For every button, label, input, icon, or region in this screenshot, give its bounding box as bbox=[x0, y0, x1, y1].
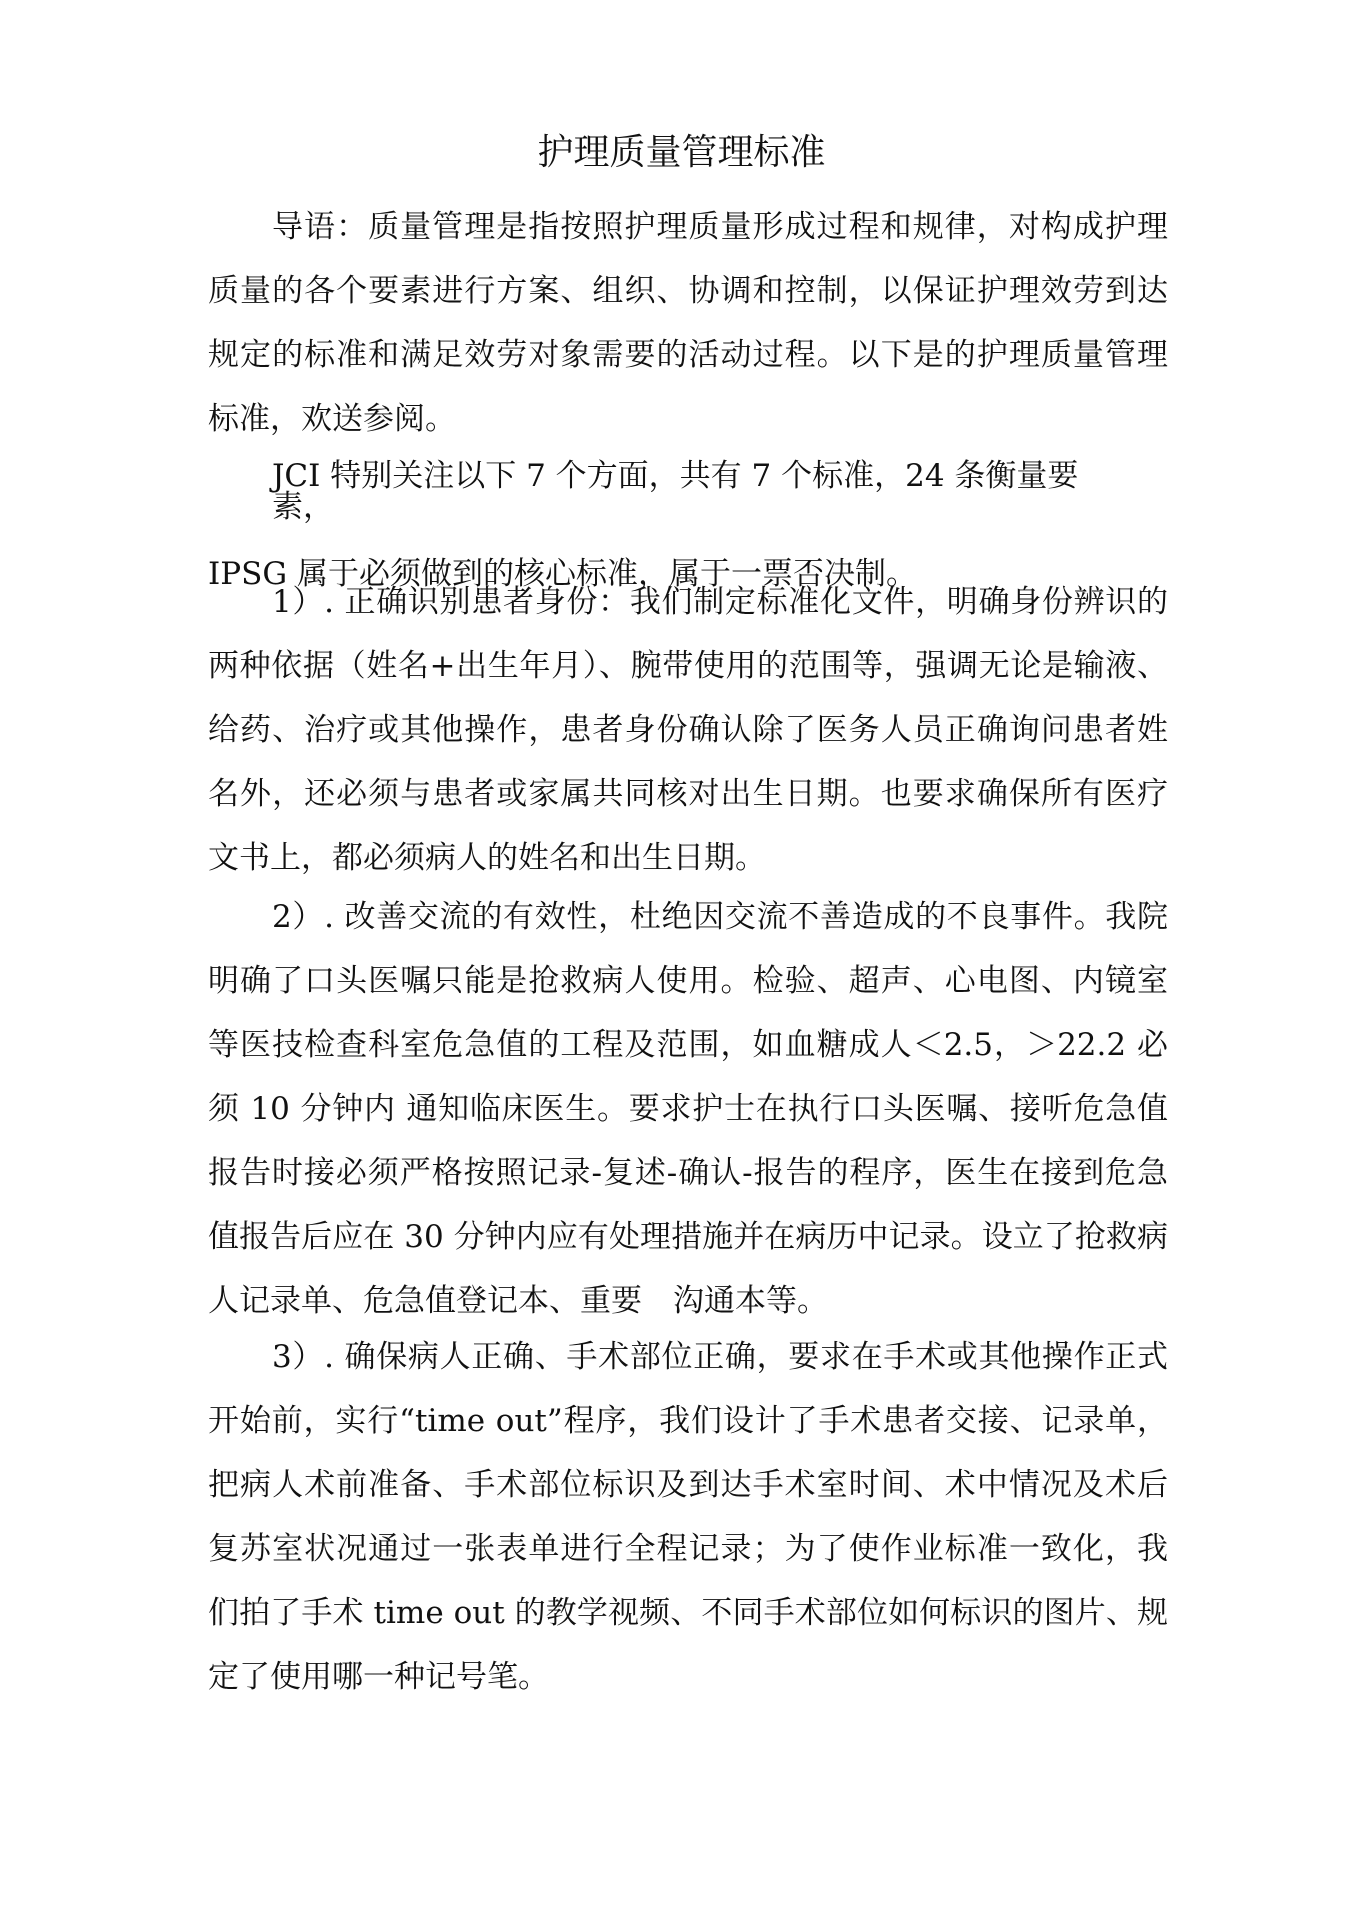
jci-line-1: JCI 特别关注以下 7 个方面，共有 7 个标准，24 条衡量要 bbox=[272, 458, 1079, 494]
item-3-paragraph: 3）. 确保病人正确、手术部位正确，要求在手术或其他操作正式开始前，实行“time out”程序，我们设计了手术患者交接、记录单，把病人术前准备、手术部位标识及到达手术室时间、术中情况及术后复苏室状况通过一张表单进行全程记录；为了使作业标准一致化，我们拍了手术 time out 的教学视频、不同手术部位如何标识的图片、规定了使用哪一种记号笔。 bbox=[208, 1339, 1168, 1695]
intro-paragraph: 导语：质量管理是指按照护理质量形成过程和规律，对构成护理质量的各个要素进行方案、组织、协调和控制，以保证护理效劳到达规定的标准和满足效劳对象需要的活动过程。以下是的护理质量管理标准，欢送参阅。 bbox=[208, 209, 1168, 437]
document-title: 护理质量管理标准 bbox=[537, 132, 826, 173]
ipsg-line: IPSG 属于必须做到的核心标准，属于一票否决制。 bbox=[208, 556, 917, 592]
jci-line-2: 素， bbox=[272, 489, 334, 525]
item-2-paragraph: 2）. 改善交流的有效性，杜绝因交流不善造成的不良事件。我院明确了口头医嘱只能是抢救病人使用。检验、超声、心电图、内镜室等医技检查科室危急值的工程及范围，如血糖成人＜2.5，＞22.2 必须 10 分钟内 通知临床医生。要求护士在执行口头医嘱、接听危急值报告时接必须严格按照记录-复述-确认-报告的程序，医生在接到危急值报告后应在 30 分钟内应有处理措施并在病历中记录。设立了抢救病人记录单、危急值登记本、重要 沟通本等。 bbox=[208, 899, 1168, 1319]
item-1-paragraph: 1）. 正确识别患者身份：我们制定标准化文件，明确身份辨识的两种依据（姓名+出生年月）、腕带使用的范围等，强调无论是输液、给药、治疗或其他操作，患者身份确认除了医务人员正确询问患者姓名外，还必须与患者或家属共同核对出生日期。也要求确保所有医疗文书上，都必须病人的姓名和出生日期。 bbox=[208, 584, 1168, 876]
